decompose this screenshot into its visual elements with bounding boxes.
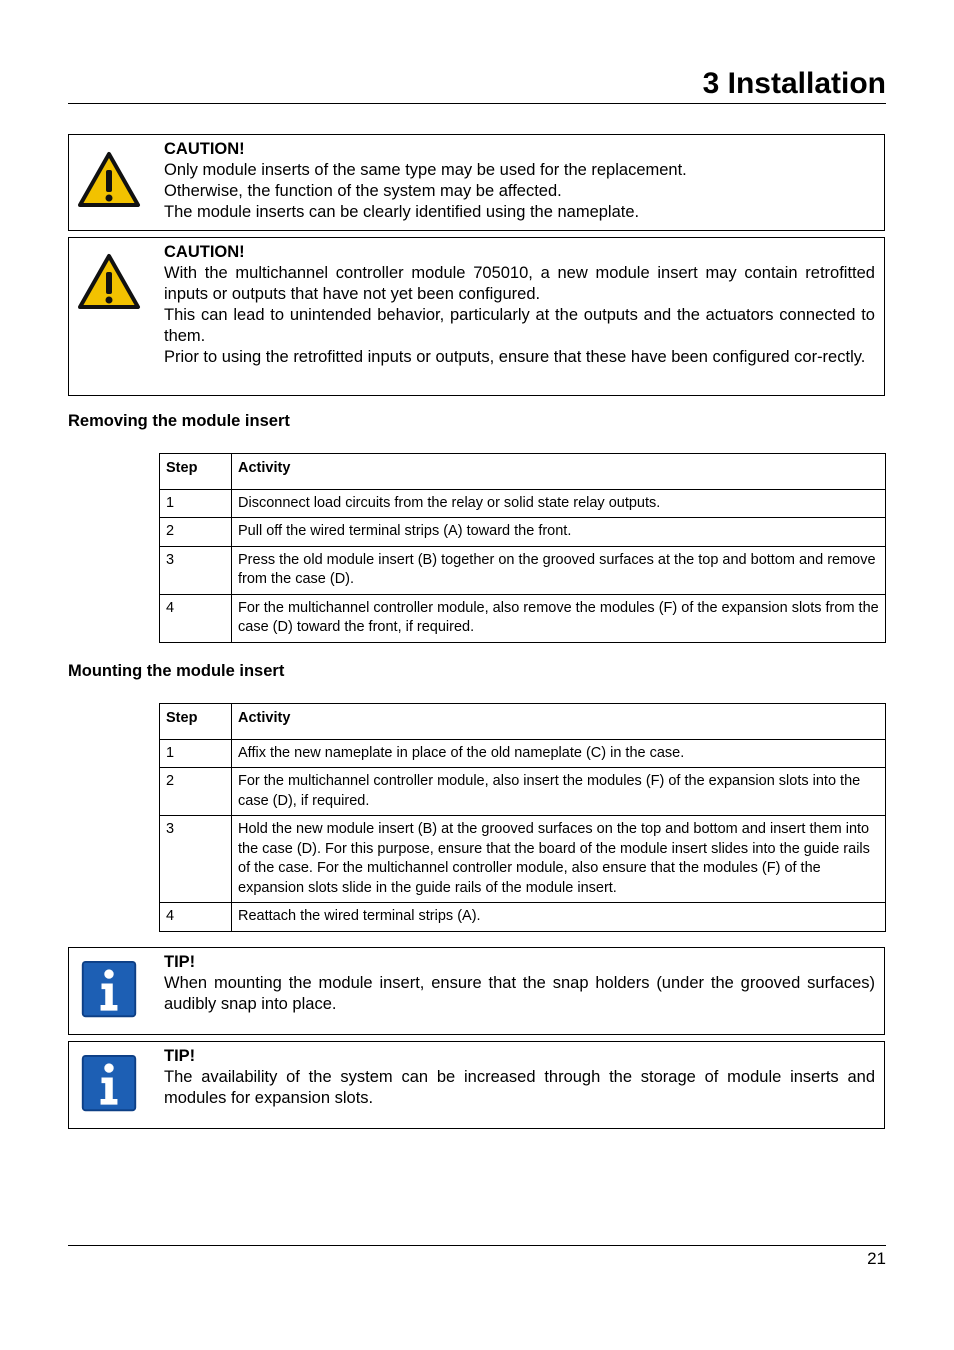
warning-triangle-icon [77, 252, 141, 312]
column-header-activity: Activity [232, 704, 886, 740]
step-number: 3 [160, 546, 232, 594]
caution-text: This can lead to unintended behavior, particularly at the outputs and the actuators connected to them. [164, 306, 875, 345]
table-row [160, 903, 886, 932]
caution-text: Otherwise, the function of the system may be affected. [164, 182, 562, 200]
step-activity: Press the old module insert (B) together on the grooved surfaces at the top and bottom and remove from the case (D). [232, 546, 886, 594]
table-row [160, 816, 886, 903]
table-row [160, 768, 886, 816]
table-row [160, 518, 886, 547]
column-header-step: Step [160, 454, 232, 490]
tip-notice-1 [68, 947, 885, 1035]
column-header-step: Step [160, 704, 232, 740]
caution-text: With the multichannel controller module 705010, a new module insert may contain retrofitted inputs or outputs that have not yet been configured. [164, 264, 875, 303]
mounting-heading: Mounting the module insert [68, 662, 285, 680]
column-header-activity: Activity [232, 454, 886, 490]
caution-text: The module inserts can be clearly identified using the nameplate. [164, 203, 640, 221]
step-number: 2 [160, 518, 232, 547]
caution-notice-2 [68, 237, 885, 396]
table-row [160, 489, 886, 518]
tip-heading: TIP! [164, 1047, 196, 1065]
tip-notice-2 [68, 1041, 885, 1129]
tip-text: When mounting the module insert, ensure that the snap holders (under the grooved surfaces) audibly snap into place. [164, 974, 875, 1013]
step-number: 1 [160, 489, 232, 518]
footer-rule [68, 1245, 886, 1246]
step-activity: Reattach the wired terminal strips (A). [232, 903, 886, 932]
caution-notice-1 [68, 134, 885, 231]
step-number: 2 [160, 768, 232, 816]
step-activity: Pull off the wired terminal strips (A) toward the front. [232, 518, 886, 547]
page-title: 3 Installation [702, 67, 886, 100]
step-number: 4 [160, 594, 232, 642]
table-header-row [160, 454, 886, 490]
table-row [160, 739, 886, 768]
step-activity: Disconnect load circuits from the relay or solid state relay outputs. [232, 489, 886, 518]
table-header-row [160, 704, 886, 740]
step-number: 1 [160, 739, 232, 768]
table-row [160, 546, 886, 594]
info-icon [77, 960, 141, 1020]
warning-triangle-icon [77, 150, 141, 210]
tip-text: The availability of the system can be increased through the storage of module inserts and modules for expansion slots. [164, 1068, 875, 1107]
step-activity: For the multichannel controller module, also remove the modules (F) of the expansion slots from the case (D) toward the front, if required. [232, 594, 886, 642]
page-number: 21 [867, 1249, 886, 1268]
header-rule [68, 103, 886, 104]
step-number: 4 [160, 903, 232, 932]
removing-heading: Removing the module insert [68, 412, 290, 430]
step-activity: For the multichannel controller module, also insert the modules (F) of the expansion slots into the case (D), if required. [232, 768, 886, 816]
table-row [160, 594, 886, 642]
removing-steps-table [159, 453, 886, 643]
info-icon [77, 1054, 141, 1114]
caution-heading: CAUTION! [164, 243, 245, 261]
mounting-steps-table [159, 703, 886, 932]
step-activity: Hold the new module insert (B) at the grooved surfaces on the top and bottom and insert them into the case (D). For this purpose, ensure that the board of the module insert slides into the guide rails of the case. For the multichannel controller module, also ensure that the modules (F) of the expansion slots slide in the guide rails of the module insert. [232, 816, 886, 903]
caution-text: Only module inserts of the same type may be used for the replacement. [164, 161, 687, 179]
step-activity: Affix the new nameplate in place of the old nameplate (C) in the case. [232, 739, 886, 768]
caution-heading: CAUTION! [164, 140, 245, 158]
caution-text: Prior to using the retrofitted inputs or outputs, ensure that these have been configured cor-rectly. [164, 348, 866, 366]
step-number: 3 [160, 816, 232, 903]
tip-heading: TIP! [164, 953, 196, 971]
